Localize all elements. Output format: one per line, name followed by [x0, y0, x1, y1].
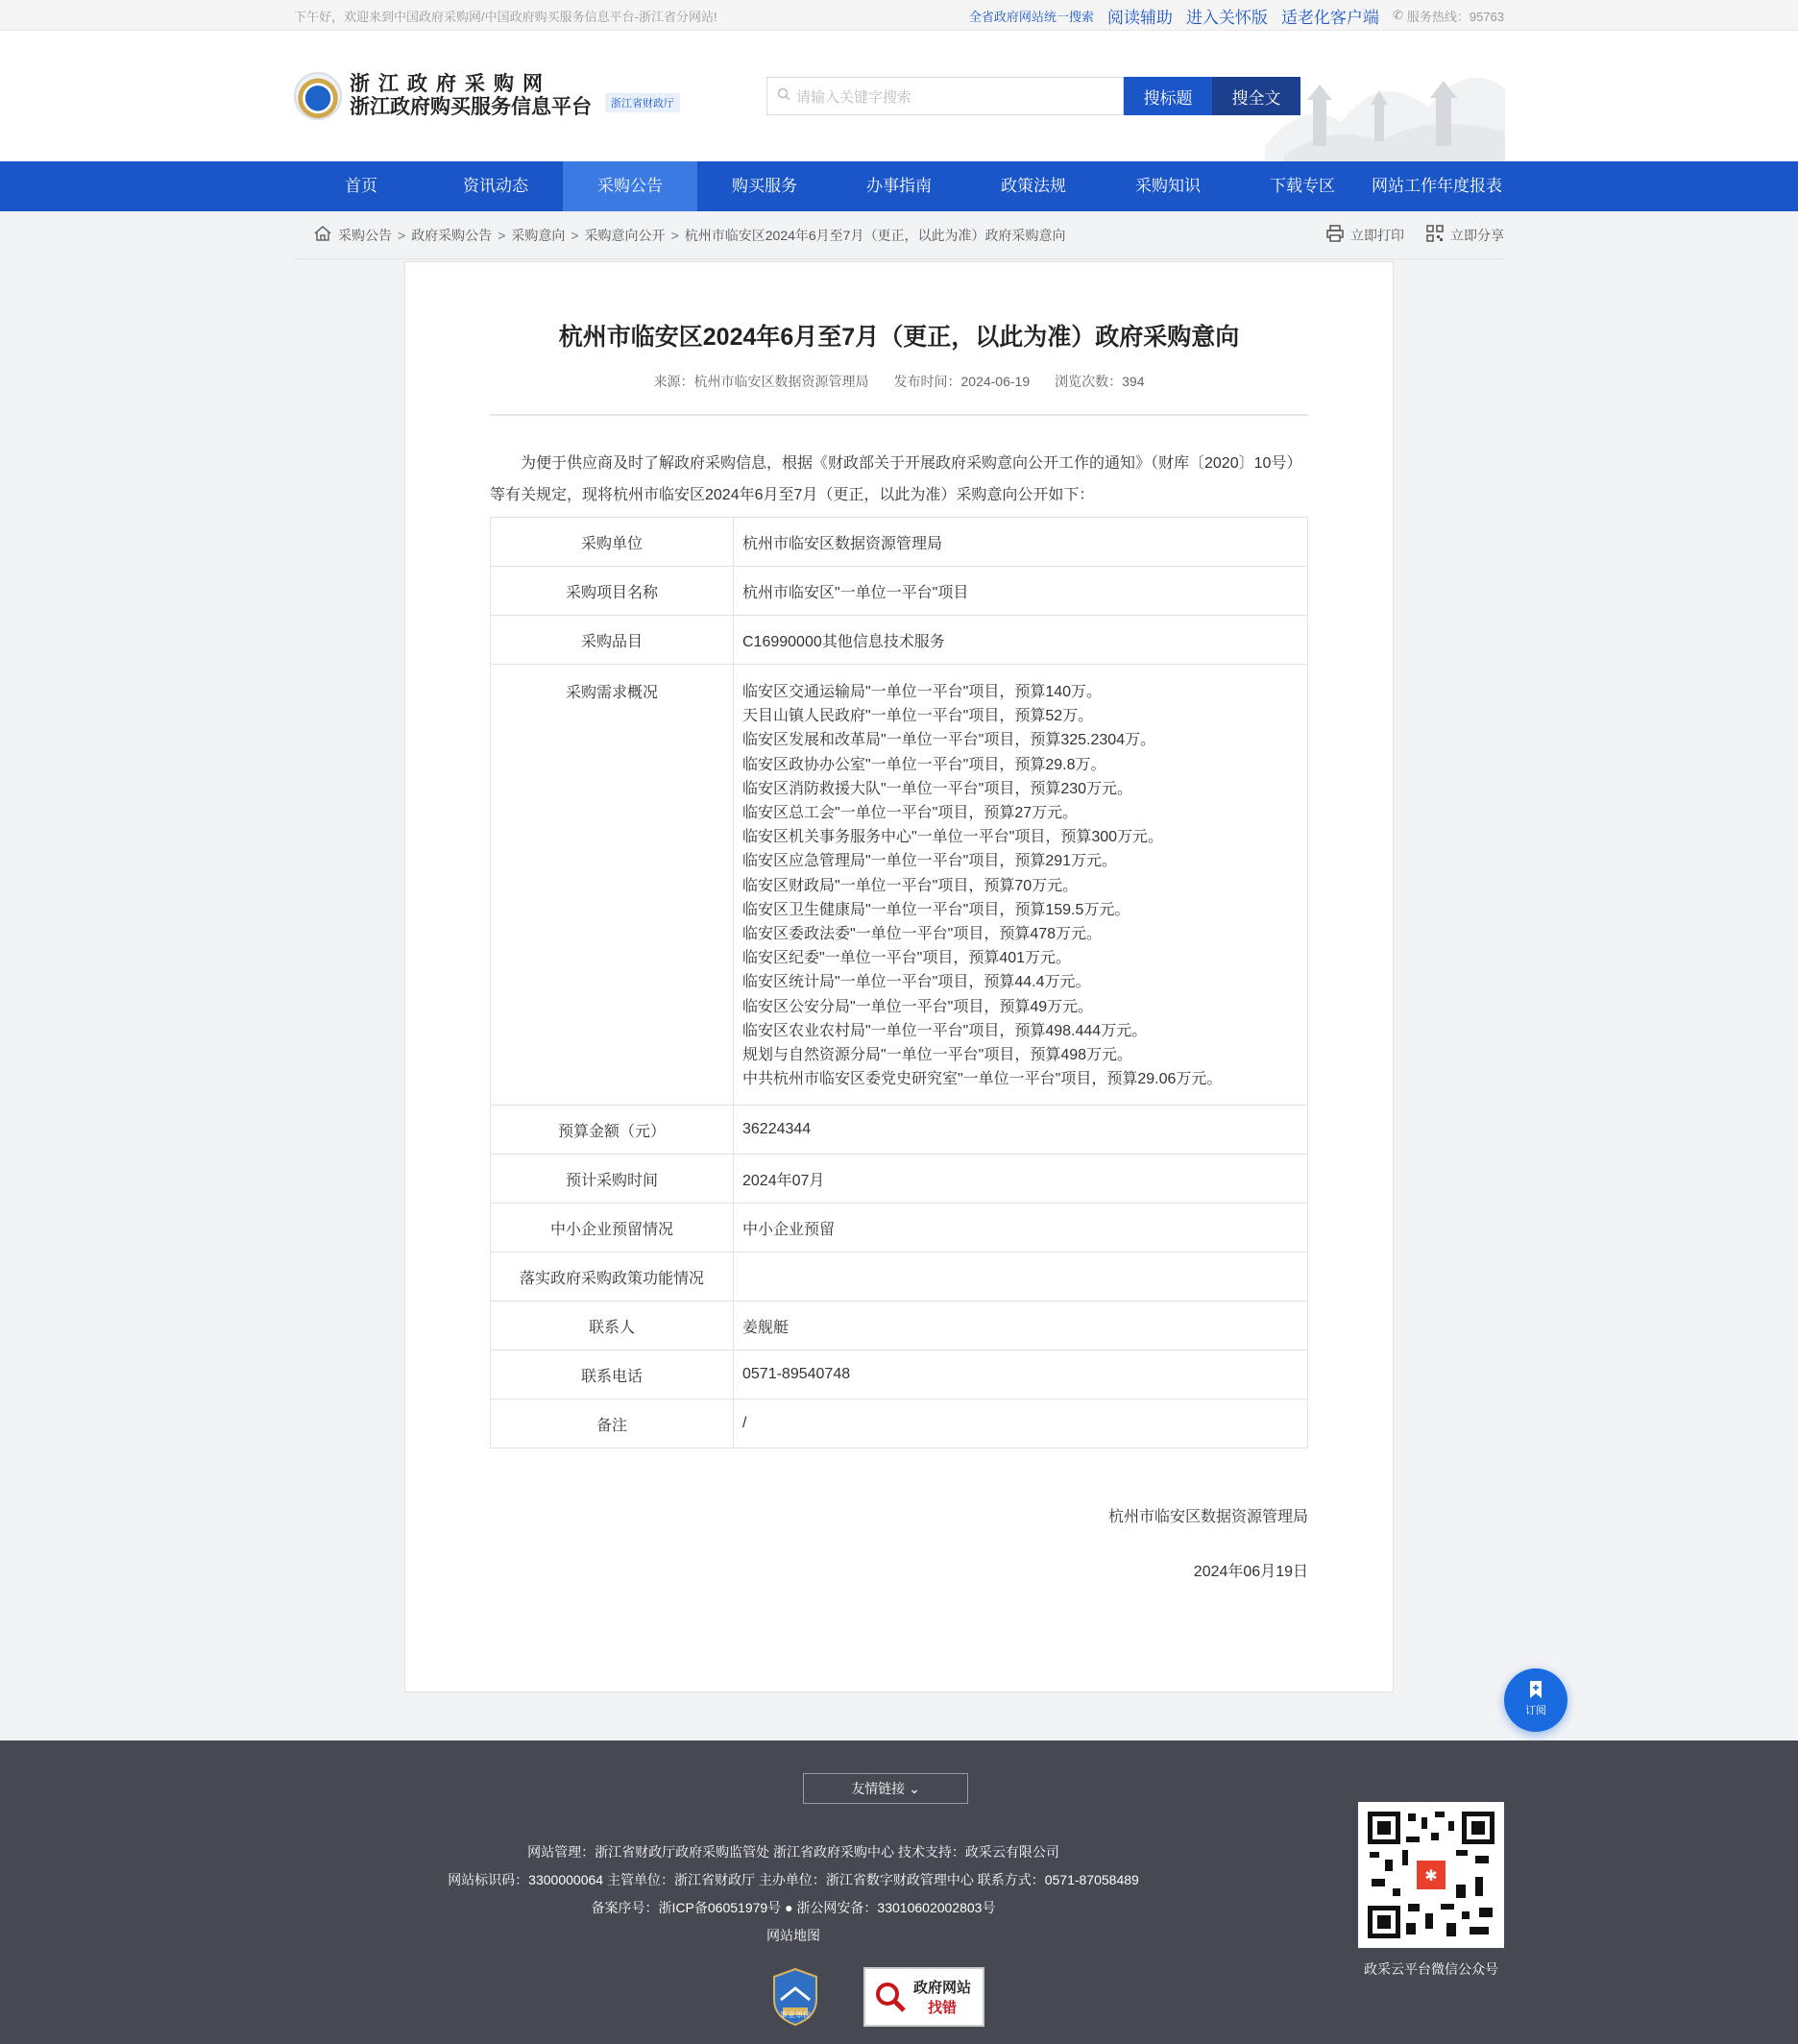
row-value: 中小企业预留	[734, 1204, 1308, 1253]
demand-line: 临安区农业农村局"一单位一平台"项目，预算498.444万元。	[742, 1022, 1148, 1039]
search-title-button[interactable]: 搜标题	[1124, 77, 1212, 115]
row-key: 落实政府采购政策功能情况	[491, 1253, 734, 1302]
search-placeholder: 请输入关键字搜索	[796, 88, 912, 106]
table-row	[491, 1399, 1308, 1448]
footer-info	[294, 1838, 1293, 1950]
greeting-text: 下午好，欢迎来到中国政府采购网/中国政府购买服务信息平台-浙江省分网站!	[294, 9, 717, 24]
article-views: 浏览次数：394	[1055, 374, 1145, 389]
demand-line: 临安区机关事务服务中心"一单位一平台"项目，预算300万元。	[742, 829, 1164, 846]
phone-icon: ✆	[1392, 8, 1403, 22]
article-intro: 为便于供应商及时了解政府采购信息，根据《财政部关于开展政府采购意向公开工作的通知》（财库〔2020〕10号）等有关规定，现将杭州市临安区2024年6月至7月（更正，以此为准）采购意向公开如下：	[490, 455, 1302, 503]
row-key: 中小企业预留情况	[491, 1204, 734, 1253]
page-tools	[1325, 224, 1504, 246]
care-version-link[interactable]: 进入关怀版	[1185, 8, 1268, 27]
qrcode-label: 政采云平台微信公众号	[1364, 1961, 1498, 1977]
demand-line: 临安区政协办公室"一单位一平台"项目，预算29.8万。	[742, 756, 1106, 773]
demand-line: 规划与自然资源分局"一单位一平台"项目，预算498万元。	[742, 1047, 1133, 1064]
row-value: 2024年07月	[734, 1155, 1308, 1204]
chevron-down-icon: ⌄	[909, 1781, 920, 1796]
table-row	[491, 518, 1308, 567]
site-footer	[0, 1740, 1798, 2044]
svg-text:✱: ✱	[1424, 1866, 1438, 1885]
nav-policy[interactable]: 政策法规	[1001, 177, 1066, 195]
article-title: 杭州市临安区2024年6月至7月（更正，以此为准）政府采购意向	[558, 324, 1240, 351]
hotline: ✆ 服务热线：95763	[1392, 8, 1504, 24]
demand-line: 临安区财政局"一单位一平台"项目，预算70万元。	[742, 877, 1079, 894]
emblem-icon	[294, 72, 342, 120]
home-icon[interactable]	[313, 225, 332, 245]
row-value: 姜舰艇	[734, 1302, 1308, 1350]
public-institution-badge[interactable]: 事业单位	[771, 1967, 819, 2027]
row-value: /	[734, 1399, 1308, 1448]
table-row-demand	[491, 665, 1308, 1106]
main-nav	[0, 161, 1798, 211]
demand-line: 临安区应急管理局"一单位一平台"项目，预算291万元。	[742, 853, 1118, 870]
table-row	[491, 1204, 1308, 1253]
nav-news[interactable]: 资讯动态	[463, 177, 528, 195]
nav-download[interactable]: 下载专区	[1270, 177, 1335, 195]
demand-line: 临安区卫生健康局"一单位一平台"项目，预算159.5万元。	[742, 901, 1130, 918]
site-search-link[interactable]: 全省政府网站统一搜索	[968, 9, 1094, 24]
signer: 杭州市临安区数据资源管理局	[1107, 1509, 1308, 1526]
demand-line: 临安区发展和改革局"一单位一平台"项目，预算325.2304万。	[742, 732, 1156, 749]
demand-line: 临安区纪委"一单位一平台"项目，预算401万元。	[742, 950, 1072, 967]
site-logo[interactable]	[294, 72, 680, 120]
row-value: 杭州市临安区数据资源管理局	[734, 518, 1308, 567]
crumb-current: 杭州市临安区2024年6月至7月（更正，以此为准）政府采购意向	[684, 227, 1066, 243]
demand-lines	[742, 680, 1299, 1091]
demand-line: 临安区公安分局"一单位一平台"项目，预算49万元。	[742, 998, 1094, 1015]
search-icon	[777, 87, 790, 105]
demand-line: 天目山镇人民政府"一单位一平台"项目，预算52万。	[742, 708, 1094, 725]
table-row	[491, 567, 1308, 616]
police-badge-icon: ●	[785, 1900, 793, 1915]
table-row	[491, 1253, 1308, 1302]
article-card	[404, 261, 1394, 1692]
elderly-client-link[interactable]: 适老化客户端	[1280, 8, 1379, 27]
subscribe-label: 订阅	[1525, 1705, 1546, 1716]
share-button[interactable]: 立即分享	[1425, 224, 1504, 246]
demand-line: 临安区总工会"一单位一平台"项目，预算27万元。	[742, 805, 1079, 822]
crumb-2[interactable]: 政府采购公告	[411, 227, 493, 243]
table-row	[491, 1106, 1308, 1155]
table-row	[491, 1350, 1308, 1399]
search-bar	[766, 77, 1300, 115]
row-key: 采购品目	[491, 616, 734, 665]
demand-line: 临安区交通运输局"一单位一平台"项目，预算140万。	[742, 684, 1103, 700]
sitemap-link[interactable]: 网站地图	[766, 1928, 820, 1943]
org-badge: 浙江省财政厅	[605, 93, 680, 112]
breadcrumb: 采购公告 > 政府采购公告 > 采购意向 > 采购意向公开 > 杭州市临安区2024年6月至7月（更正，以此为准）政府采购意向	[294, 225, 1325, 245]
icp-link[interactable]: 备案序号：浙ICP备06051979号	[591, 1900, 782, 1915]
site-title: 浙江政府采购网	[350, 73, 551, 95]
magnifier-icon	[873, 1980, 908, 2014]
row-key: 预计采购时间	[491, 1155, 734, 1204]
pagoda-scenery-icon	[1265, 31, 1505, 161]
top-bar	[0, 0, 1798, 31]
gov-site-error-report-badge[interactable]: 政府网站 找错	[863, 1967, 984, 2027]
row-value	[734, 665, 1308, 1106]
site-subtitle: 浙江政府购买服务信息平台	[350, 96, 592, 118]
row-key: 预算金额（元）	[491, 1106, 734, 1155]
reading-aid-link[interactable]: 阅读辅助	[1106, 8, 1173, 27]
breadcrumb-bar	[0, 211, 1798, 259]
qrcode-icon	[1364, 1808, 1498, 1942]
footer-line-2: 网站标识码：3300000064 主管单位：浙江省财政厅 主办单位：浙江省数字财政管理中心 联系方式：0571-87058489	[448, 1872, 1139, 1887]
row-value: 36224344	[734, 1106, 1308, 1155]
subscribe-button[interactable]	[1504, 1668, 1567, 1732]
qrcode-icon	[1425, 224, 1445, 246]
police-record-link[interactable]: 浙公网安备：33010602002803号	[796, 1900, 996, 1915]
demand-line: 临安区统计局"一单位一平台"项目，预算44.4万元。	[742, 974, 1091, 991]
print-button[interactable]: 立即打印	[1325, 224, 1404, 246]
printer-icon	[1325, 224, 1345, 246]
nav-guide[interactable]: 办事指南	[866, 177, 932, 195]
crumb-1[interactable]: 采购公告	[338, 227, 392, 243]
crumb-3[interactable]: 采购意向	[511, 227, 566, 243]
sign-date: 2024年06月19日	[1193, 1564, 1308, 1581]
bookmark-icon	[1504, 1680, 1567, 1702]
row-key: 采购需求概况	[491, 665, 734, 1106]
row-key: 备注	[491, 1399, 734, 1448]
row-value: C16990000其他信息技术服务	[734, 616, 1308, 665]
nav-annual-report[interactable]: 网站工作年度报表	[1372, 177, 1502, 195]
nav-home[interactable]: 首页	[345, 177, 377, 195]
footer-line-3	[294, 1894, 1293, 1922]
demand-line: 临安区委政法委"一单位一平台"项目，预算478万元。	[742, 926, 1103, 943]
divider	[490, 414, 1308, 416]
row-value: 0571-89540748	[734, 1350, 1308, 1399]
search-input[interactable]	[766, 77, 1124, 115]
site-header	[0, 31, 1798, 161]
footer-line-1: 网站管理：浙江省财政厅政府采购监管处 浙江省政府采购中心 技术支持：政采云有限公司	[527, 1844, 1059, 1860]
table-row	[491, 616, 1308, 665]
nav-procurement-notice[interactable]: 采购公告	[563, 161, 697, 211]
crumb-4[interactable]: 采购意向公开	[584, 227, 666, 243]
procurement-table	[490, 517, 1308, 1448]
row-key: 联系电话	[491, 1350, 734, 1399]
table-row	[491, 1155, 1308, 1204]
row-value: 杭州市临安区"一单位一平台"项目	[734, 567, 1308, 616]
friend-links-dropdown[interactable]: 友情链接 ⌄	[803, 1773, 968, 1804]
article-meta	[490, 372, 1308, 391]
article-date: 发布时间：2024-06-19	[893, 374, 1031, 389]
nav-knowledge[interactable]: 采购知识	[1135, 177, 1201, 195]
nav-purchase-service[interactable]: 购买服务	[732, 177, 797, 195]
row-key: 采购项目名称	[491, 567, 734, 616]
demand-line: 临安区消防救援大队"一单位一平台"项目，预算230万元。	[742, 780, 1133, 797]
row-key: 采购单位	[491, 518, 734, 567]
wechat-qrcode	[1358, 1802, 1504, 1948]
row-value	[734, 1253, 1308, 1302]
table-row	[491, 1302, 1308, 1350]
row-key: 联系人	[491, 1302, 734, 1350]
demand-line: 中共杭州市临安区委党史研究室"一单位一平台"项目，预算29.06万元。	[742, 1071, 1223, 1088]
article-source: 来源：杭州市临安区数据资源管理局	[653, 374, 869, 389]
top-links	[969, 4, 1504, 28]
search-fulltext-button[interactable]: 搜全文	[1212, 77, 1300, 115]
